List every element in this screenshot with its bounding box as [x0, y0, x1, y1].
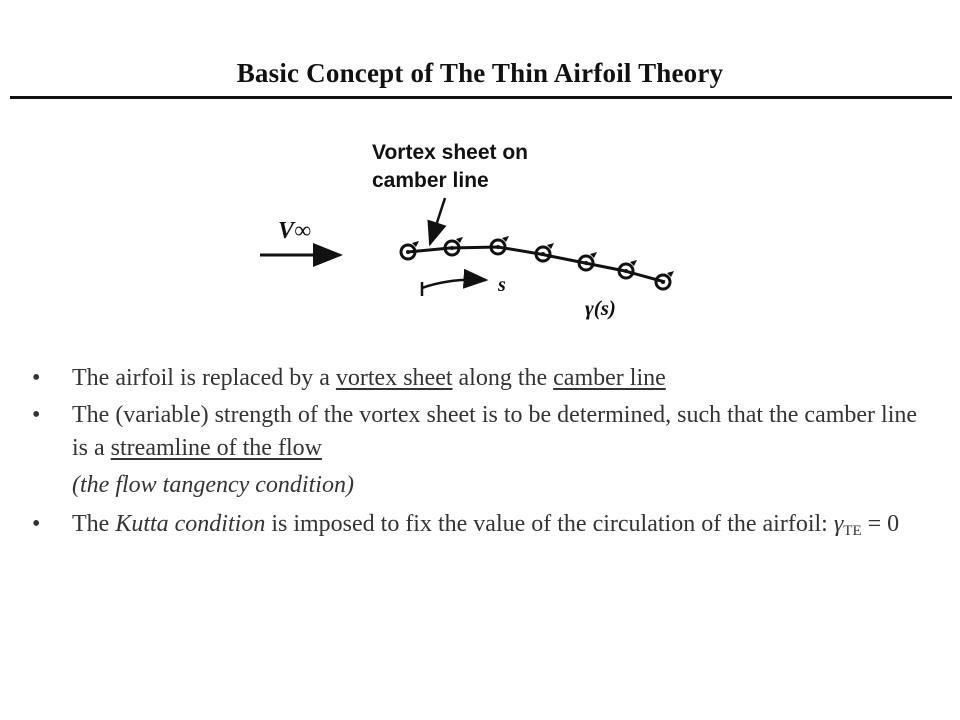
title-divider [10, 96, 952, 99]
bullet-1-text [72, 362, 938, 395]
term-vortex-sheet: vortex sheet [335, 365, 453, 391]
bullet-2 [28, 399, 938, 465]
bullet-marker: • [32, 511, 41, 537]
term-kutta-condition: Kutta condition [115, 511, 266, 537]
vortex-4 [536, 243, 554, 261]
term-camber-line: camber line [553, 365, 666, 391]
page-title: Basic Concept of The Thin Airfoil Theory [236, 58, 724, 88]
vortex-sheet-diagram [240, 130, 720, 330]
label-pointer [430, 198, 445, 244]
s-label: s [498, 274, 506, 296]
gamma-label: γ(s) [585, 296, 616, 320]
bullet-3 [28, 508, 938, 548]
bullet-3-part: = 0 [861, 511, 900, 537]
vortex-label-line1: Vortex sheet on [372, 141, 528, 164]
bullet-3-part: The [72, 511, 116, 537]
vortex-label-line2: camber line [372, 169, 489, 192]
freestream-label: V∞ [278, 218, 312, 244]
bullet-1 [28, 362, 938, 395]
term-streamline: streamline of the flow [110, 435, 322, 461]
bullet-3-part: is imposed to fix the value of the circulation of the airfoil: [265, 511, 834, 537]
bullet-1-part: along the [452, 365, 554, 391]
flow-tangency-note: (the flow tangency condition) [72, 472, 354, 498]
bullet-marker: • [32, 402, 41, 428]
te-subscript: TE [843, 523, 862, 539]
bullet-2-text [72, 399, 938, 465]
bullet-1-part: The airfoil is replaced by a [72, 365, 336, 391]
bullet-3-text [72, 508, 938, 548]
vortex-3 [491, 236, 509, 254]
bullet-marker: • [32, 365, 41, 391]
bullet-2-part: The (variable) strength of the vortex sheet is to be determined, such that the camber line is a [72, 402, 918, 461]
s-arrow [422, 280, 486, 288]
bullet-list [28, 362, 938, 552]
gamma-symbol: γ [833, 511, 844, 537]
vortex-2 [445, 237, 463, 255]
